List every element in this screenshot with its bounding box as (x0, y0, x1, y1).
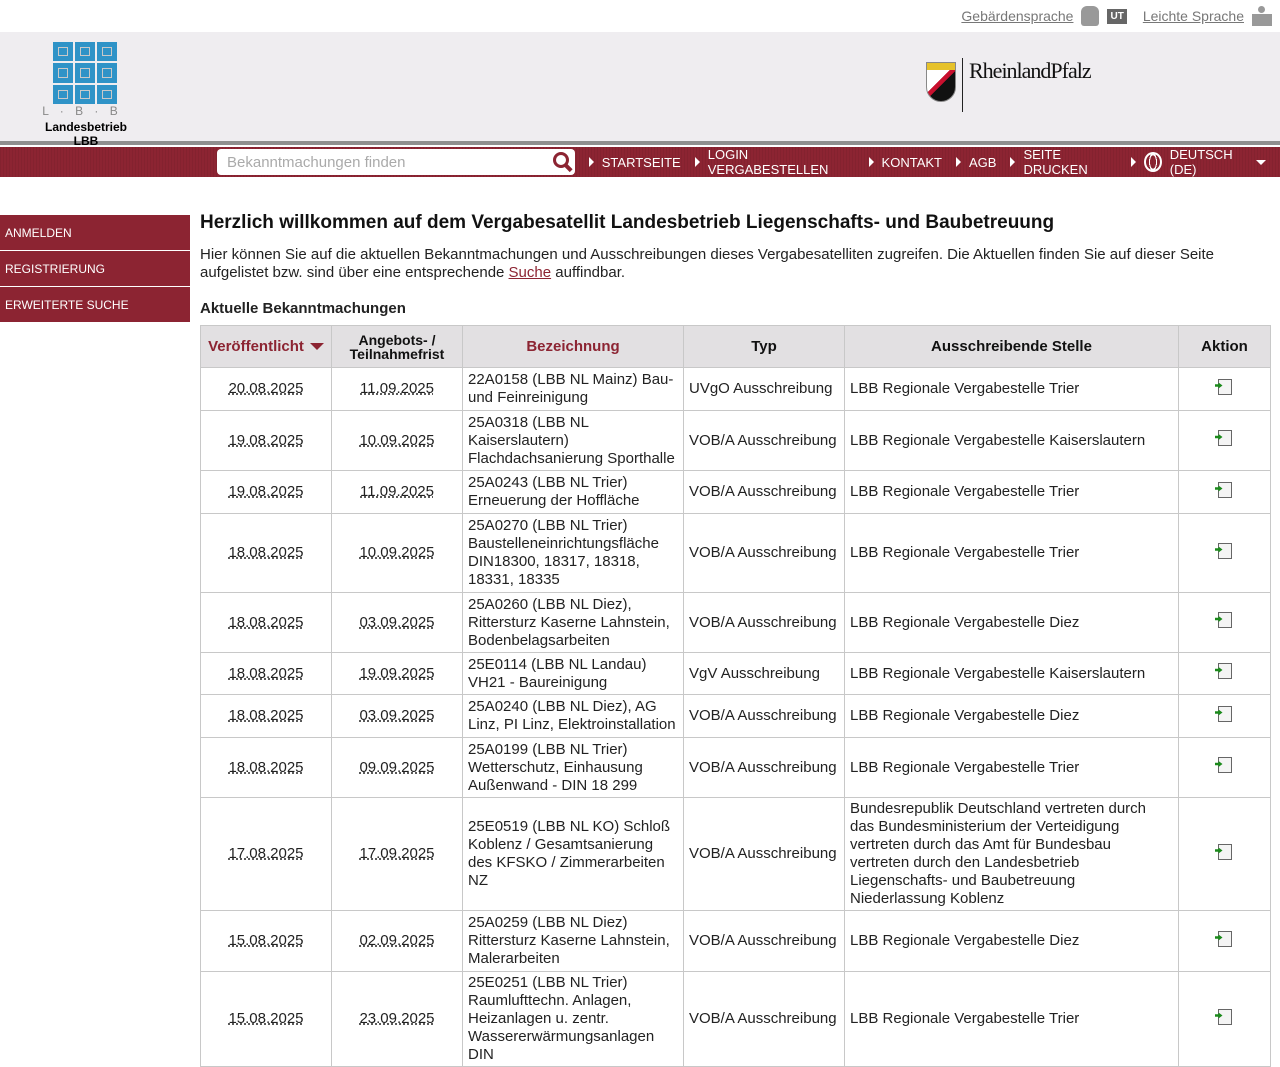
section-title: Aktuelle Bekanntmachungen (200, 300, 406, 317)
open-document-icon[interactable] (1218, 844, 1232, 860)
published-date: 18.08.2025 (228, 707, 304, 724)
header-label: Angebots- / (358, 331, 436, 348)
search-input[interactable] (227, 154, 553, 171)
name-cell: 25E0519 (LBB NL KO) Schloß Koblenz / Gesamtsanierung des KFSKO / Zimmerarbeiten NZ (463, 798, 684, 911)
office-cell: LBB Regionale Vergabestelle Trier (845, 738, 1179, 798)
sidebar-item-registrierung[interactable]: REGISTRIERUNG (0, 251, 190, 286)
intro-text (200, 246, 1270, 282)
nav-startseite[interactable] (589, 155, 681, 170)
sign-language-link[interactable]: Gebärdensprache (961, 8, 1074, 24)
sidebar-item-anmelden[interactable]: ANMELDEN (0, 215, 190, 250)
search-link[interactable]: Suche (508, 264, 552, 281)
office-cell: LBB Regionale Vergabestelle Diez (845, 911, 1179, 972)
arrow-right-icon (956, 157, 961, 167)
header-label: Veröffentlicht (208, 337, 304, 355)
open-document-icon[interactable] (1218, 430, 1232, 446)
deadline-cell (332, 368, 463, 411)
type-cell: VOB/A Ausschreibung (684, 514, 845, 593)
published-date: 15.08.2025 (228, 932, 304, 949)
type-cell: VOB/A Ausschreibung (684, 695, 845, 738)
deadline-date: 03.09.2025 (359, 613, 435, 631)
lbb-logo[interactable] (33, 42, 139, 148)
column-header-office: Ausschreibende Stelle (845, 326, 1179, 368)
open-document-icon[interactable] (1218, 482, 1232, 498)
language-label: DEUTSCH (DE) (1169, 147, 1233, 177)
header-label: Teilnahmefrist (349, 345, 445, 362)
table-row (201, 593, 1271, 653)
nav-label: KONTAKT (881, 154, 942, 170)
intro-text-start: Hier können Sie auf die aktuellen Bekanntmachungen und Ausschreibungen dieses Vergabesatelliten zugreifen. Die Aktuellen finden Sie auf dieser Seite aufgelistet bzw. sind über eine entsprechende (200, 246, 1215, 281)
name-cell: 22A0158 (LBB NL Mainz) Bau- und Feinreinigung (463, 368, 684, 411)
intro-text-end: auffindbar. (551, 264, 626, 281)
open-document-icon[interactable] (1218, 1009, 1232, 1025)
table-row (201, 514, 1271, 593)
published-cell (201, 653, 332, 695)
deadline-date: 10.09.2025 (359, 544, 435, 561)
easy-language-icon[interactable] (1252, 6, 1272, 26)
nav-label: STARTSEITE (601, 154, 681, 170)
action-cell (1179, 593, 1271, 653)
published-cell (201, 972, 332, 1067)
name-cell: 25A0318 (LBB NL Kaiserslautern) Flachdachsanierung Sporthalle (463, 411, 684, 471)
nav-login-vergabestellen[interactable] (695, 147, 855, 177)
arrow-right-icon (695, 157, 700, 167)
arrow-right-icon (869, 157, 874, 167)
action-cell (1179, 471, 1271, 514)
published-date: 18.08.2025 (228, 664, 304, 682)
arrow-right-icon (1131, 157, 1136, 167)
lbb-logo-letters: L · B · B (42, 104, 122, 118)
office-cell: LBB Regionale Vergabestelle Trier (845, 972, 1179, 1067)
table-row (201, 368, 1271, 411)
rlp-logo[interactable] (926, 58, 1091, 112)
deadline-date: 03.09.2025 (359, 707, 435, 724)
office-cell: LBB Regionale Vergabestelle Kaiserslautern (845, 653, 1179, 695)
logo-divider (962, 58, 963, 112)
table-row (201, 972, 1271, 1067)
deadline-cell (332, 911, 463, 972)
open-document-icon[interactable] (1218, 663, 1232, 679)
action-cell (1179, 653, 1271, 695)
published-cell (201, 593, 332, 653)
deadline-date: 19.09.2025 (359, 664, 435, 682)
published-cell (201, 411, 332, 471)
deadline-cell (332, 738, 463, 798)
open-document-icon[interactable] (1218, 612, 1232, 628)
deadline-date: 11.09.2025 (360, 483, 434, 500)
action-cell (1179, 798, 1271, 911)
type-cell: VOB/A Ausschreibung (684, 471, 845, 514)
action-cell (1179, 972, 1271, 1067)
column-header-action: Aktion (1179, 326, 1271, 368)
open-document-icon[interactable] (1218, 379, 1232, 395)
published-date: 15.08.2025 (228, 1010, 304, 1027)
deadline-cell (332, 798, 463, 911)
page-title: Herzlich willkommen auf dem Vergabesatellit Landesbetrieb Liegenschafts- und Baubetreuung (200, 212, 1055, 233)
published-date: 18.08.2025 (228, 544, 304, 561)
type-cell: VOB/A Ausschreibung (684, 798, 845, 911)
coat-of-arms-icon (926, 62, 956, 102)
table-row (201, 911, 1271, 972)
published-date: 18.08.2025 (228, 613, 304, 631)
column-header-published[interactable] (201, 326, 332, 368)
sign-language-icon[interactable] (1081, 6, 1099, 26)
type-cell: VgV Ausschreibung (684, 653, 845, 695)
deadline-date: 02.09.2025 (359, 932, 435, 949)
published-cell (201, 738, 332, 798)
deadline-cell (332, 411, 463, 471)
action-cell (1179, 738, 1271, 798)
name-cell: 25A0199 (LBB NL Trier) Wetterschutz, Einhausung Außenwand - DIN 18 299 (463, 738, 684, 798)
open-document-icon[interactable] (1218, 757, 1232, 773)
published-cell (201, 798, 332, 911)
name-cell: 25A0270 (LBB NL Trier) Baustelleneinrichtungsfläche DIN18300, 18317, 18318, 18331, 18335 (463, 514, 684, 593)
easy-language-link[interactable]: Leichte Sprache (1142, 8, 1244, 24)
action-cell (1179, 411, 1271, 471)
accessibility-bar (0, 0, 1280, 32)
office-cell: Bundesrepublik Deutschland vertreten durch das Bundesministerium der Verteidigung vertreten durch das Amt für Bundesbau vertreten durch den Landesbetrieb Liegenschafts- und Baubetreuung Niederlassung Koblenz (845, 798, 1179, 911)
globe-icon (1144, 152, 1162, 172)
deadline-date: 10.09.2025 (359, 431, 435, 449)
table-row (201, 738, 1271, 798)
arrow-right-icon (1010, 157, 1015, 167)
announcements-table (200, 325, 1271, 1067)
deadline-cell (332, 593, 463, 653)
published-date: 19.08.2025 (228, 483, 304, 500)
main-content (200, 212, 1270, 1067)
table-row (201, 653, 1271, 695)
table-row (201, 695, 1271, 738)
type-cell: VOB/A Ausschreibung (684, 911, 845, 972)
name-cell: 25A0243 (LBB NL Trier) Erneuerung der Hoffläche (463, 471, 684, 514)
deadline-cell (332, 972, 463, 1067)
deadline-cell (332, 514, 463, 593)
office-cell: LBB Regionale Vergabestelle Diez (845, 695, 1179, 738)
deadline-cell (332, 653, 463, 695)
name-cell: 25E0251 (LBB NL Trier) Raumlufttechn. Anlagen, Heizanlagen u. zentr. Wassererwärmungsanlagen DIN (463, 972, 684, 1067)
office-cell: LBB Regionale Vergabestelle Kaiserslautern (845, 411, 1179, 471)
name-cell: 25A0260 (LBB NL Diez), Rittersturz Kaserne Lahnstein, Bodenbelagsarbeiten (463, 593, 684, 653)
open-document-icon[interactable] (1218, 706, 1232, 722)
type-cell: UVgO Ausschreibung (684, 368, 845, 411)
published-cell (201, 514, 332, 593)
type-cell: VOB/A Ausschreibung (684, 593, 845, 653)
office-cell: LBB Regionale Vergabestelle Diez (845, 593, 1179, 653)
column-header-deadline (332, 326, 463, 368)
search-icon[interactable] (553, 152, 569, 168)
sort-desc-icon (310, 343, 324, 350)
published-date: 17.08.2025 (228, 845, 304, 862)
deadline-date: 11.09.2025 (360, 380, 434, 397)
nav-agb[interactable] (956, 155, 996, 170)
deadline-cell (332, 471, 463, 514)
chevron-down-icon (1256, 160, 1266, 165)
published-date: 18.08.2025 (228, 758, 304, 776)
sidebar (0, 215, 190, 323)
published-date: 19.08.2025 (228, 431, 304, 449)
lbb-logo-mark (53, 42, 117, 104)
action-cell (1179, 911, 1271, 972)
office-cell: LBB Regionale Vergabestelle Trier (845, 368, 1179, 411)
column-header-name[interactable]: Bezeichnung (463, 326, 684, 368)
name-cell: 25E0114 (LBB NL Landau) VH21 - Baureinigung (463, 653, 684, 695)
table-row (201, 471, 1271, 514)
action-cell (1179, 368, 1271, 411)
deadline-date: 17.09.2025 (359, 845, 435, 862)
deadline-date: 09.09.2025 (359, 758, 435, 776)
published-cell (201, 368, 332, 411)
type-cell: VOB/A Ausschreibung (684, 738, 845, 798)
office-cell: LBB Regionale Vergabestelle Trier (845, 471, 1179, 514)
nav-label: AGB (968, 154, 997, 170)
deadline-date: 23.09.2025 (359, 1010, 435, 1027)
type-cell: VOB/A Ausschreibung (684, 972, 845, 1067)
office-cell: LBB Regionale Vergabestelle Trier (845, 514, 1179, 593)
lbb-logo-name: Landesbetrieb LBB (44, 120, 128, 148)
action-cell (1179, 514, 1271, 593)
rlp-logo-text: RheinlandPfalz (969, 58, 1091, 83)
type-cell: VOB/A Ausschreibung (684, 411, 845, 471)
open-document-icon[interactable] (1218, 931, 1232, 947)
published-cell (201, 695, 332, 738)
nav-label: SEITE DRUCKEN (1023, 147, 1088, 177)
published-cell (201, 911, 332, 972)
name-cell: 25A0259 (LBB NL Diez) Rittersturz Kaserne Lahnstein, Malerarbeiten (463, 911, 684, 972)
arrow-right-icon (589, 157, 594, 167)
language-selector[interactable] (1131, 147, 1266, 177)
search-box (217, 149, 575, 175)
nav-kontakt[interactable] (869, 155, 942, 170)
site-header (0, 32, 1280, 148)
ut-badge[interactable]: UT (1107, 9, 1126, 24)
table-row (201, 411, 1271, 471)
name-cell: 25A0240 (LBB NL Diez), AG Linz, PI Linz, Elektroinstallation (463, 695, 684, 738)
published-cell (201, 471, 332, 514)
column-header-type: Typ (684, 326, 845, 368)
nav-label: LOGIN VERGABESTELLEN (707, 147, 829, 177)
main-nav (0, 145, 1280, 177)
table-row (201, 798, 1271, 911)
nav-seite-drucken[interactable] (1010, 147, 1117, 177)
open-document-icon[interactable] (1218, 543, 1232, 559)
deadline-cell (332, 695, 463, 738)
published-date: 20.08.2025 (228, 380, 304, 397)
sidebar-item-erweiterte-suche[interactable]: ERWEITERTE SUCHE (0, 287, 190, 322)
action-cell (1179, 695, 1271, 738)
